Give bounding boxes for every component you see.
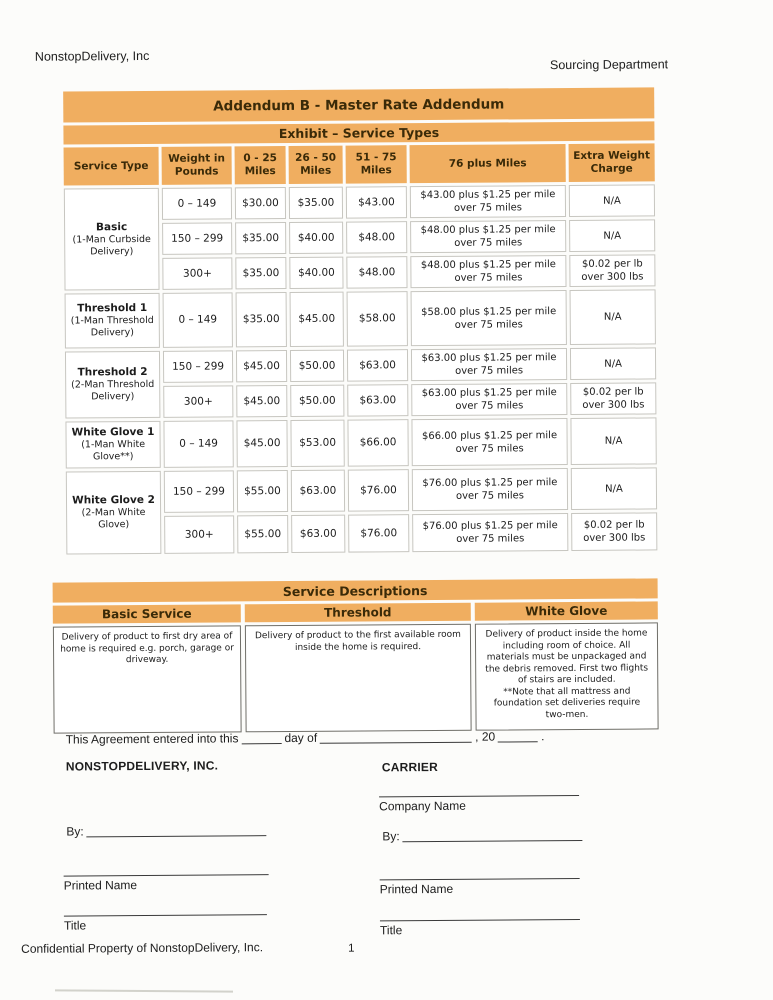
weight-range-cell: 0 – 149 [162,187,232,219]
agreement-line [66,729,545,746]
rate-26-50-cell: $45.00 [290,292,344,347]
agreement-text-day-of: day of [284,730,318,746]
desc-basic-service-text: Delivery of product to first dry area of home is required e.g. porch, garage or driveway. [53,625,242,733]
by-row-carrier [382,828,585,843]
service-detail: (1-Man White Glove**) [81,438,146,463]
service-name: Threshold 2 [77,365,148,379]
extra-weight-cell: $0.02 per lb over 300 lbs [569,254,655,287]
rate-26-50-cell: $40.00 [289,257,343,289]
rate-row [65,417,656,468]
rate-0-25-cell: $45.00 [236,420,287,467]
agreement-text-before-day: This Agreement entered into this [65,731,239,747]
rate-0-25-cell: $35.00 [235,222,286,254]
rate-table-header-row [64,143,655,185]
rate-0-25-cell: $35.00 [236,292,287,347]
service-name: Threshold 1 [77,301,148,315]
rate-76-plus-cell: $63.00 plus $1.25 per mile over 75 miles [411,348,567,381]
col-header-service-type: Service Type [64,147,159,186]
extra-weight-cell: N/A [570,417,656,465]
extra-weight-cell: N/A [570,347,656,380]
weight-range-cell: 150 – 299 [163,350,233,382]
desc-header-basic-service: Basic Service [53,604,241,623]
service-group-basic [64,188,160,291]
desc-threshold-text: Delivery of product to the first available room inside the home is required. [245,624,472,733]
rate-51-75-cell: $48.00 [346,221,407,253]
service-name: White Glove 1 [71,425,155,439]
rate-51-75-cell: $76.00 [348,469,409,511]
rate-0-25-cell: $45.00 [236,385,287,417]
descriptions-header-row [53,601,658,623]
department-label: Sourcing Department [549,57,669,73]
printed-name-label-carrier: Printed Name [380,878,580,896]
service-detail: (2-Man Threshold Delivery) [71,378,155,403]
rate-table-subtitle-row [63,121,654,144]
rate-row [65,289,656,348]
weight-range-cell: 300+ [164,515,234,553]
descriptions-title: Service Descriptions [53,578,658,602]
rate-51-75-cell: $58.00 [347,291,408,346]
col-header-51-75-miles: 51 - 75 Miles [346,145,407,183]
extra-weight-cell: N/A [569,219,655,252]
rate-26-50-cell: $53.00 [290,420,344,467]
service-group-threshold-1 [65,293,160,349]
col-header-76-plus-miles: 76 plus Miles [410,144,566,183]
signature-block-carrier [379,759,593,950]
service-detail: (1-Man Curbside Delivery) [72,233,151,257]
descriptions-body-row [53,622,659,733]
rate-76-plus-cell: $66.00 plus $1.25 per mile over 75 miles [411,418,567,466]
weight-range-cell: 300+ [163,385,233,417]
service-group-white-glove-2 [66,471,162,555]
title-label-carrier: Title [380,919,580,937]
service-group-threshold-2 [65,351,160,419]
service-group-white-glove-1 [65,421,160,469]
rate-0-25-cell: $55.00 [237,515,288,553]
signature-line-ndi [87,823,267,837]
service-detail: (2-Man White Glove) [81,506,146,531]
rate-51-75-cell: $66.00 [347,419,408,466]
rate-26-50-cell: $50.00 [290,350,344,382]
weight-range-cell: 0 – 149 [163,420,233,467]
extra-weight-cell: $0.02 per lb over 300 lbs [571,512,657,551]
page-number: 1 [348,942,355,955]
weight-range-cell: 150 – 299 [162,222,232,254]
col-header-0-25-miles: 0 - 25 Miles [235,146,286,184]
rate-26-50-cell: $40.00 [289,222,343,254]
extra-weight-cell: N/A [570,289,656,345]
desc-header-threshold: Threshold [245,603,471,623]
descriptions-title-row [53,578,658,602]
by-label: By: [66,824,84,839]
rate-51-75-cell: $63.00 [347,384,408,416]
rate-row [66,467,657,513]
signature-line-carrier [403,828,583,842]
rate-table-subtitle: Exhibit – Service Types [63,121,654,144]
month-blank [320,730,472,744]
rate-table-title-row [63,87,654,122]
rate-26-50-cell: $63.00 [291,470,345,512]
rate-51-75-cell: $48.00 [346,256,407,288]
service-detail: (1-Man Threshold Delivery) [70,314,154,339]
desc-white-glove-note: **Note that all mattress and foundation set deliveries require two-men. [493,686,641,720]
rate-table-title: Addendum B - Master Rate Addendum [63,87,654,122]
extra-weight-cell: $0.02 per lb over 300 lbs [570,382,656,415]
rate-76-plus-cell: $48.00 plus $1.25 per mile over 75 miles [410,255,566,288]
rate-26-50-cell: $35.00 [289,187,343,219]
day-blank [241,731,281,744]
desc-white-glove-text: Delivery of product inside the home including room of choice. All materials must be unpackaged and the debris removed. First two flights of stairs are included. [485,628,649,686]
company-name-label: Company Name [379,795,579,813]
year-blank [498,729,538,742]
col-header-26-50-miles: 26 - 50 Miles [289,146,343,184]
weight-range-cell: 300+ [162,257,232,289]
desc-white-glove-cell [475,622,659,730]
rate-51-75-cell: $63.00 [347,349,408,381]
master-rate-table [60,84,660,557]
title-label-ndi: Title [64,914,267,932]
signature-block-nonstopdelivery [63,758,282,949]
col-header-extra-weight: Extra Weight Charge [569,143,655,182]
rate-0-25-cell: $30.00 [235,187,286,219]
by-row-ndi [66,823,269,838]
rate-76-plus-cell: $48.00 plus $1.25 per mile over 75 miles [410,220,566,253]
rate-76-plus-cell: $63.00 plus $1.25 per mile over 75 miles [411,383,567,416]
rate-51-75-cell: $43.00 [346,186,407,218]
rate-0-25-cell: $55.00 [237,470,288,512]
extra-weight-cell: N/A [571,467,657,510]
rate-0-25-cell: $35.00 [235,257,286,289]
extra-weight-cell: N/A [569,184,655,217]
rate-0-25-cell: $45.00 [236,350,287,382]
rate-76-plus-cell: $58.00 plus $1.25 per mile over 75 miles [411,290,567,346]
rate-76-plus-cell: $76.00 plus $1.25 per mile over 75 miles [412,513,568,552]
party-name-carrier: CARRIER [381,759,439,775]
company-name: NonstopDelivery, Inc [34,48,150,64]
rate-51-75-cell: $76.00 [348,514,409,552]
printed-name-label-ndi: Printed Name [64,874,269,892]
service-name: Basic [95,220,128,233]
service-name: White Glove 2 [72,493,155,507]
rate-26-50-cell: $63.00 [291,515,345,553]
weight-range-cell: 0 – 149 [163,292,233,347]
service-descriptions-table [49,575,663,736]
agreement-text-year: , 20 [475,729,496,744]
rate-76-plus-cell: $76.00 plus $1.25 per mile over 75 miles [412,468,568,511]
rate-row [65,347,656,383]
party-name-ndi: NONSTOPDELIVERY, INC. [65,758,219,774]
by-label: By: [382,829,400,844]
confidential-notice: Confidential Property of NonstopDelivery, Inc. [21,940,264,956]
agreement-text-end: . [541,729,545,744]
rate-76-plus-cell: $43.00 plus $1.25 per mile over 75 miles [410,185,566,218]
col-header-weight: Weight in Pounds [162,146,232,184]
weight-range-cell: 150 – 299 [164,470,234,512]
desc-header-white-glove: White Glove [475,601,658,620]
rate-row [64,184,655,220]
rate-26-50-cell: $50.00 [290,385,344,417]
